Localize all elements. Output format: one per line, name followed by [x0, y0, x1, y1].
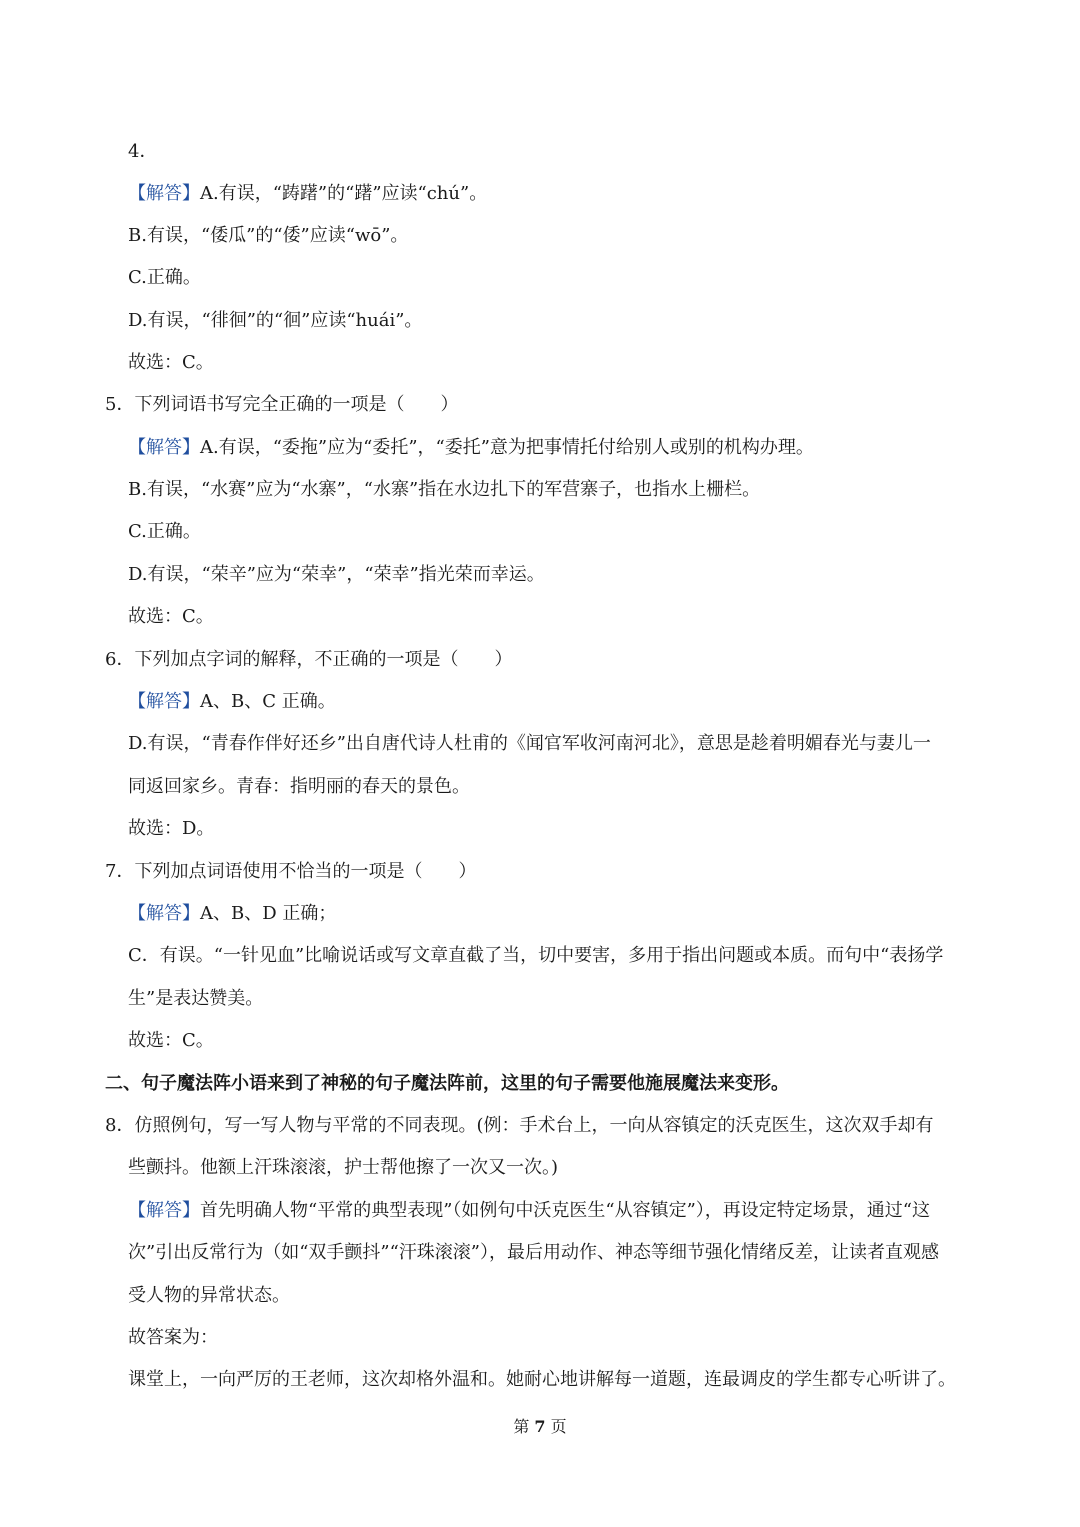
item-6-line-3: 同返回家乡。青春：指明丽的春天的景色。	[128, 776, 470, 797]
item-4-line-c: C.正确。	[128, 267, 201, 288]
item-4-line-a: A.有误，“踌躇”的“躇”应读“chú”。	[200, 183, 488, 204]
item-4-line-b: B.有误，“倭瓜”的“倭”应读“wō”。	[128, 225, 409, 246]
item-8-question-line-1: 8．仿照例句，写一写人物与平常的不同表现。(例：手术台上，一向从容镇定的沃克医生，这次双手却有	[105, 1115, 934, 1136]
item-8-question-line-2: 些颤抖。他额上汗珠滚滚，护士帮他擦了一次又一次。)	[128, 1157, 559, 1178]
item-6-line-1: A、B、C 正确。	[200, 691, 336, 712]
item-8-answer-line-2: 次”引出反常行为（如“双手颤抖”“汗珠滚滚”），最后用动作、神态等细节强化情绪反差，让读者直观感	[128, 1242, 940, 1263]
item-5-answer-a	[128, 435, 814, 461]
item-4-answer-a	[128, 181, 487, 207]
page-footer	[0, 1415, 1080, 1439]
section-2-heading: 二、句子魔法阵小语来到了神秘的句子魔法阵前，这里的句子需要他施展魔法来变形。	[105, 1073, 789, 1094]
item-4-number: 4．	[128, 141, 158, 162]
item-5-line-a: A.有误，“委拖”应为“委托”，“委托”意为把事情托付给别人或别的机构办理。	[200, 437, 814, 458]
answer-tag: 【解答】	[128, 183, 200, 204]
item-7-line-2: C．有误。“一针见血”比喻说话或写文章直截了当，切中要害，多用于指出问题或本质。而句中“表扬学	[128, 945, 944, 966]
item-8-answer-1	[128, 1198, 930, 1224]
item-8-answer-line-3: 受人物的异常状态。	[128, 1285, 290, 1306]
item-7-choice: 故选：C。	[128, 1030, 214, 1051]
item-5-question: 5．下列词语书写完全正确的一项是（ ）	[105, 394, 459, 415]
answer-tag: 【解答】	[128, 691, 200, 712]
item-4-choice: 故选：C。	[128, 352, 214, 373]
answer-tag: 【解答】	[128, 1200, 200, 1221]
item-7-line-1: A、B、D 正确；	[200, 903, 337, 924]
answer-tag: 【解答】	[128, 903, 200, 924]
item-6-line-2: D.有误，“青春作伴好还乡”出自唐代诗人杜甫的《闻官军收河南河北》，意思是趁着明媚春光与妻儿一	[128, 733, 931, 754]
answer-tag: 【解答】	[128, 437, 200, 458]
item-8-answer-text: 课堂上，一向严厉的王老师，这次却格外温和。她耐心地讲解每一道题，连最调皮的学生都专心听讲了。	[128, 1369, 956, 1390]
page-label-suffix: 页	[550, 1417, 567, 1436]
item-5-choice: 故选：C。	[128, 606, 214, 627]
item-7-question: 7．下列加点词语使用不恰当的一项是（ ）	[105, 861, 477, 882]
item-5-line-b: B.有误，“水赛”应为“水寨”，“水寨”指在水边扎下的军营寨子，也指水上栅栏。	[128, 479, 761, 500]
item-5-line-c: C.正确。	[128, 521, 201, 542]
page-number: 7	[534, 1417, 546, 1436]
item-6-choice: 故选：D。	[128, 818, 215, 839]
item-8-answer-label: 故答案为：	[128, 1327, 218, 1348]
item-7-line-3: 生”是表达赞美。	[128, 988, 264, 1009]
item-7-answer-1	[128, 901, 336, 927]
item-5-line-d: D.有误，“荣辛”应为“荣幸”，“荣幸”指光荣而幸运。	[128, 564, 545, 585]
item-8-answer-line-1: 首先明确人物“平常的典型表现”（如例句中沃克医生“从容镇定”），再设定特定场景，通过“这	[200, 1200, 931, 1221]
item-6-answer-1	[128, 689, 336, 715]
item-6-question: 6．下列加点字词的解释，不正确的一项是（ ）	[105, 649, 513, 670]
item-4-line-d: D.有误，“徘徊”的“徊”应读“huái”。	[128, 310, 423, 331]
page-label-prefix: 第	[513, 1417, 530, 1436]
